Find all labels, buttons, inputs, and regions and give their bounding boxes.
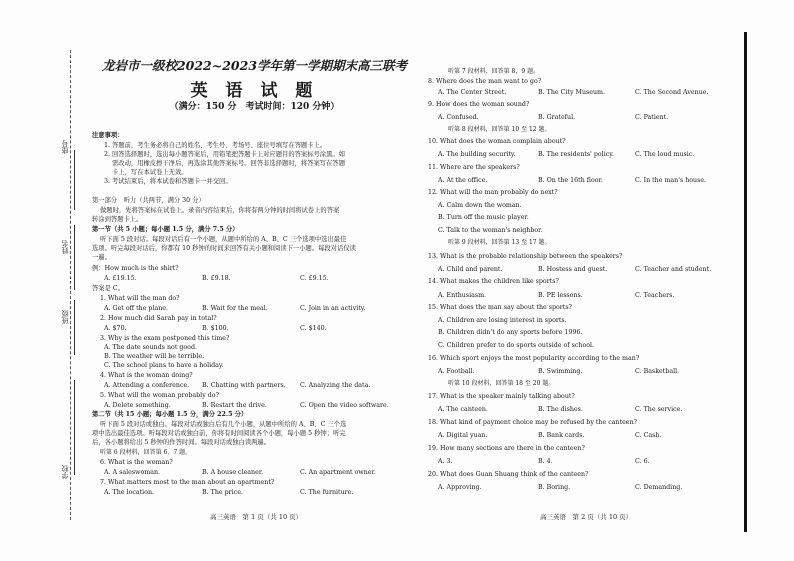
option-c: C. Demanding. [635, 484, 683, 491]
class-fill-line [74, 300, 75, 355]
page-edge-bar [744, 32, 747, 532]
question-3: 3. Why is the exam postponed this time? [100, 335, 230, 342]
sec2-intro: 项中选出最佳选项。听每段对话或独白前，你将有时间阅读各个小题，每小题 5 秒钟；听完 [92, 430, 346, 437]
option-c: C. The loud music. [635, 151, 695, 158]
option-a: A. Football. [438, 368, 475, 375]
example-option-a: A. £19.15. [104, 275, 137, 282]
exam-title: 龙岩市一级校2022~2023学年第一学期期末高三联考 [101, 58, 408, 73]
option-b: B. The price. [202, 489, 243, 496]
option-b: B. Chatting with partners. [202, 382, 286, 389]
option-c: C. 6. [635, 458, 650, 465]
sec2-intro: 听下面 5 段对话或独白。每段对话或独白后有几个小题，从题中所给的 A、B、C 三个选 [100, 421, 347, 428]
binding-dashed-line [70, 50, 71, 520]
option-b: B. The weather will be terrible. [104, 353, 205, 360]
seat-fill-line [74, 150, 75, 210]
listen-9: 听第 9 段材料，回答第 13 至 17 题。 [448, 239, 551, 246]
question-1: 1. What will the man do? [100, 295, 180, 302]
option-c: C. Open the video software. [300, 402, 389, 409]
option-c: C. Basketball. [635, 368, 680, 375]
listen-7: 听第 7 段材料，回答第 8、9 题。 [448, 68, 540, 75]
footer-left: 高三英语 第 1 页（共 10 页） [210, 513, 303, 521]
option-b: B. Turn off the music player. [438, 214, 529, 221]
option-c: C. Patient. [635, 114, 669, 121]
option-c: C. Teachers. [635, 292, 675, 299]
sec2-intro: 后，各小题将给出 5 秒钟的作答时间。每段对话或独白读两遍。 [92, 439, 271, 446]
exam-subject: 英 语 试 题 [190, 81, 319, 101]
option-a: A. The canteen. [438, 406, 488, 413]
option-a: A. Children are losing interest in sports. [438, 317, 567, 324]
question-5: 5. What will the woman probably do? [100, 392, 219, 399]
option-a: A. Confused. [438, 114, 479, 121]
name-fill-line [74, 225, 75, 290]
footer-right: 高三英语 第 2 页（共 10 页） [540, 513, 633, 521]
option-b: B. A house cleaner. [202, 469, 264, 476]
option-c: C. Children prefer to do sports outside of school. [438, 342, 595, 349]
question-19: 19. How many sections are there in the canteen? [428, 445, 585, 452]
question-20: 20. What does Guan Shuang think of the canteen? [428, 471, 589, 478]
question-7: 7. What matters most to the man about an apartment? [100, 479, 275, 486]
part1-heading: 第一部分 听力（共两节，满分 30 分） [92, 197, 205, 204]
option-c: C. Cash. [635, 432, 662, 439]
option-b: B. The dishes. [538, 406, 583, 413]
option-a: A. $70. [104, 325, 127, 332]
option-a: A. 3. [438, 458, 453, 465]
option-c: C. Join in an activity. [300, 305, 366, 312]
option-a: A. The location. [104, 489, 155, 496]
question-13: 13. What is the probable relationship between the speakers? [428, 253, 623, 260]
margin-label-class: 班级 [61, 310, 69, 324]
margin-label-seat: 座号 [61, 140, 69, 154]
sec2-heading: 第二节（共 15 小题；每小题 1.5 分，满分 22.5 分） [92, 411, 248, 418]
sec1-intro: 选项。听完每段对话后，你都有 10 秒钟的时间来回答有关小题和阅读下一小题。每段对话仅读 [92, 245, 356, 252]
option-b: B. The City Museum. [538, 89, 606, 96]
option-a: A. Approving. [438, 484, 482, 491]
option-b: B. Swimming. [538, 368, 583, 375]
question-15: 15. What does the man say about the sports? [428, 304, 572, 311]
note-line: 3. 考试结束后，将本试卷和答题卡一并交回。 [104, 178, 232, 185]
note-line: 需改动，用橡皮擦干净后，再选涂其他答案标号。回答非选择题时，将答案写在答题 [112, 160, 345, 167]
option-b: B. Children didn't do any sports before 1996. [438, 329, 583, 336]
question-4: 4. What is the woman doing? [100, 372, 193, 379]
option-b: B. Wait for the meal. [202, 305, 268, 312]
option-c: C. The Second Avenue. [635, 89, 709, 96]
option-c: C. Analyzing the data. [300, 382, 371, 389]
option-b: B. The residents' policy. [538, 151, 615, 158]
listen-8: 听第 8 段材料，回答第 10 至 12 题。 [448, 126, 551, 133]
question-2: 2. How much did Sarah pay in total? [100, 315, 217, 322]
example-option-c: C. £9.15. [300, 275, 329, 282]
note-line: 1. 答题前，考生务必将自己的姓名、考生号、考场号、座位号填写在答题卡上。 [104, 142, 327, 149]
question-11: 11. Where are the speakers? [428, 164, 520, 171]
option-c: C. $140. [300, 325, 327, 332]
option-c: C. An apartment owner. [300, 469, 376, 476]
note-line: 2. 回答选择题时，选出每小题答案后，用铅笔把答题卡上对应题目的答案标号涂黑。如 [104, 151, 345, 158]
option-a: A. At the office. [438, 177, 488, 184]
option-a: A. Child and parent. [438, 266, 503, 273]
option-c: C. Talk to the woman's neighbor. [438, 227, 543, 234]
notes-heading: 注意事项： [92, 132, 124, 139]
option-b: B. On the 16th floor. [538, 177, 603, 184]
option-c: C. The service. [635, 406, 683, 413]
example-question: 例：How much is the shirt? [92, 265, 179, 272]
option-a: A. The building security. [438, 151, 516, 158]
option-a: A. Digital yuan. [438, 432, 488, 439]
margin-label-name: 姓名 [61, 240, 69, 254]
listen-10: 听第 10 段材料，回答第 18 至 20 题。 [448, 380, 555, 387]
option-c: C. The school plans to have a holiday. [104, 362, 224, 369]
option-b: B. Bank cards. [538, 432, 585, 439]
option-a: A. Get off the plane. [104, 305, 169, 312]
note-line: 卡上，写在本试卷上无效。 [112, 169, 188, 176]
option-a: A. Calm down the woman. [438, 202, 522, 209]
school-fill-line [74, 380, 75, 475]
option-a: A. Delete something. [104, 402, 171, 409]
question-6: 6. What is the woman? [100, 459, 173, 466]
option-a: A. A saleswoman. [104, 469, 161, 476]
option-b: B. Grateful. [538, 114, 576, 121]
option-a: A. The Center Street. [438, 89, 507, 96]
part1-intro: 做题时，先将答案标在试卷上。录音内容结束后，你将有两分钟的时间将试卷上的答案 [100, 207, 340, 214]
option-a: A. Attending a conference. [104, 382, 190, 389]
option-b: B. Restart the drive. [202, 402, 267, 409]
option-c: C. Teacher and student. [635, 266, 712, 273]
question-17: 17. What is the speaker mainly talking about? [428, 393, 575, 400]
exam-score-time: （满分：150 分 考试时间：120 分钟） [169, 102, 340, 112]
option-b: B. Boring. [538, 484, 571, 491]
sec1-heading: 第一节（共 5 小题；每小题 1.5 分，满分 7.5 分） [92, 226, 239, 233]
sec1-intro: 一遍。 [92, 254, 111, 261]
option-b: B. $100. [202, 325, 229, 332]
question-18: 18. What kind of payment choice may be refused by the canteen? [428, 419, 637, 426]
sec1-intro: 听下面 5 段对话。每段对话后有一个小题，从题中所给的 A、B、C 三个选项中选出最佳 [100, 236, 347, 243]
part1-intro: 转涂到答题卡上。 [92, 216, 143, 223]
option-b: B. 4. [538, 458, 553, 465]
listen-6: 听第 6 段材料，回答第 6、7 题。 [100, 449, 192, 456]
question-10: 10. What does the woman complain about? [428, 138, 566, 145]
option-c: C. In the man's house. [635, 177, 707, 184]
question-16: 16. Which sport enjoys the most popularity according to the man? [428, 355, 640, 362]
option-b: B. Hostess and guest. [538, 266, 608, 273]
question-9: 9. How does the woman sound? [428, 101, 530, 108]
question-8: 8. Where does the man want to go? [428, 78, 542, 85]
option-b: B. PE lessons. [538, 292, 583, 299]
question-14: 14. What makes the children like sports? [428, 278, 559, 285]
margin-label-school: 学校 [61, 465, 69, 479]
option-a: A. Enthusiasm. [438, 292, 487, 299]
example-answer: 答案是 C。 [92, 285, 125, 292]
question-12: 12. What will the man probably do next? [428, 189, 558, 196]
option-c: C. The furniture. [300, 489, 354, 496]
option-a: A. The date sounds not good. [104, 344, 197, 351]
example-option-b: B. £9.18. [202, 275, 231, 282]
